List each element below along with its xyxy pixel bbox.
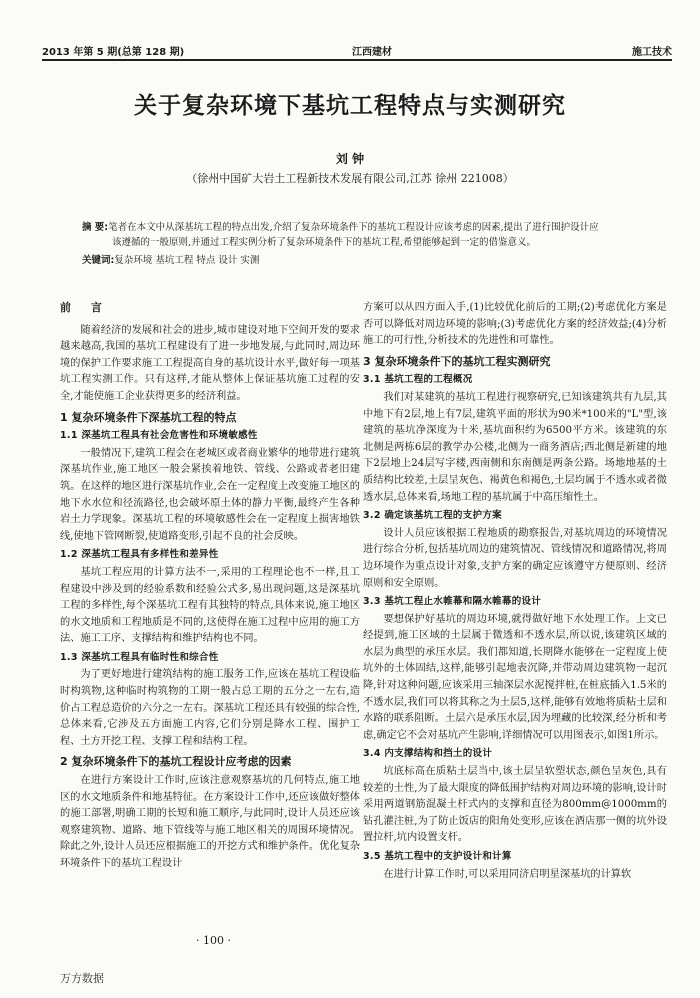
journal-name: 江西建材 — [352, 47, 392, 58]
section-1-1-paragraph: 一般情况下,建筑工程会在老城区或者商业繁华的地带进行建筑深基坑作业,施工地区一般会紧挨着地铁、管线、公路或者老旧建筑。在这样的地区进行深基坑作业,会在一定程度上改变施工地区的地下水水位和径流路径,也会破坏原土体的静力平衡,最终产生各种岩土力学现象。深基坑工程的环境敏感性会在一定程度上损害地铁线,使地下管网断裂,使道路变形,引起不良的社会反映。 — [60, 447, 360, 542]
author: 刘 钟 — [335, 152, 365, 166]
section-3-1-heading: 3.1 基坑工程的工程概况 — [363, 374, 473, 386]
section-name: 施工技术 — [632, 47, 672, 58]
section-3-3-heading: 3.3 基坑工程止水帷幕和隔水帷幕的设计 — [363, 596, 542, 608]
keywords — [82, 252, 642, 266]
running-header — [42, 40, 672, 60]
abstract-line-1: 笔者在本文中从深基坑工程的特点出发,介绍了复杂环境条件下的基坑工程设计应该考虑的因素,提出了进行围护设计应 — [108, 222, 599, 233]
issue-info: 2013 年第 5 期(总第 128 期) — [42, 47, 185, 58]
abstract — [82, 220, 642, 250]
foreword-heading: 前 言 — [60, 301, 110, 314]
section-3-1-paragraph: 我们对某建筑的基坑工程进行视察研究,已知该建筑共有九层,其中地下有2层,地上有7层,建筑平面的形状为90米*100米的"L"型,该建筑的基坑净深度为十米,基坑面积约为6500平方米。该建筑的东北侧是两栋6层的教学办公楼,北侧为一商务酒店;西北侧是新建的地下2层地上24层写字楼,西南侧和东南侧是两条公路。场地地基的土质结构比较差,土层呈灰色、褐黄色和褐色,土层均属于不透水或者微透水层,总体来看,场地工程的基坑属于中高压缩性土。 — [363, 391, 667, 503]
section-1-2-heading: 1.2 深基坑工程具有多样性和差异性 — [60, 549, 219, 561]
right-column — [363, 300, 667, 883]
abstract-label: 摘 要: — [82, 222, 109, 233]
section-3-5-heading: 3.5 基坑工程中的支护设计和计算 — [363, 851, 512, 862]
section-1-heading: 1 复杂环境条件下深基坑工程的特点 — [60, 410, 237, 424]
section-3-2-heading: 3.2 确定该基坑工程的支护方案 — [363, 510, 502, 522]
section-1-3-paragraph: 为了更好地进行建筑结构的施工服务工作,应该在基坑工程设临时构筑物,这种临时构筑物的工期一般占总工期的五分之一左右,造价占工程总造价的六分之一左右。深基坑工程还具有较强的综合性,总体来看,它涉及五方面施工内容,它们分别是降水工程、围护工程、土方开挖工程、支撑工程和结构工程。 — [60, 669, 360, 747]
keywords-label: 关键词: — [82, 255, 115, 266]
page-number: · 100 · — [196, 934, 231, 947]
section-1-3-heading: 1.3 深基坑工程具有临时性和综合性 — [60, 651, 219, 663]
article-title: 关于复杂环境下基坑工程特点与实测研究 — [134, 93, 566, 119]
left-column — [60, 300, 360, 873]
footer-source: 万方数据 — [60, 972, 104, 985]
section-1-1-heading: 1.1 深基坑工程具有社会危害性和环境敏感性 — [60, 430, 258, 442]
foreword-paragraph: 随着经济的发展和社会的进步,城市建设对地下空间开发的要求越来越高,我国的基坑工程建设有了进一步地发展,与此同时,周边环境的保护工作要求施工工程提高自身的基坑设计水平,做好每一项基坑工程实测工作。只有这样,才能从整体上保证基坑施工过程的安全,才能使施工企业获得更多的经济利益。 — [60, 324, 360, 402]
abstract-line-2: 该遵循的一般原则,并通过工程实例分析了复杂环境条件下的基坑工程,希望能够起到一定的借鉴意义。 — [112, 237, 537, 248]
section-2-heading: 2 复杂环境条件下的基坑工程设计应考虑的因素 — [60, 755, 292, 769]
continued-paragraph: 方案可以从四方面入手,(1)比较优化前后的工期;(2)考虑优化方案是否可以降低对周边环境的影响;(3)考虑优化方案的经济效益;(4)分析施工的可行性,分析技术的先进性和可靠性。 — [363, 302, 667, 347]
section-3-2-paragraph: 设计人员应该根据工程地质的勘察报告,对基坑周边的环境情况进行综合分析,包括基坑周边的建筑情况、管线情况和道路情况,将周边环境作为重点设计对象,支护方案的确定应该遵守方便原则、经济原则和安全原则。 — [363, 527, 667, 589]
section-3-5-paragraph: 在进行计算工作时,可以采用同济启明星深基坑的计算软 — [383, 868, 632, 880]
section-3-4-paragraph: 坑底标高在质粘土层当中,该土层呈软塑状态,颜色呈灰色,具有较差的土性,为了最大限度的降低围护结构对周边环境的影响,设计时采用两道钢筋混凝土杆式内的支撑和直径为800mm@1000mm的钻孔灌注桩,为了防止饭店的阳角处变形,应该在酒店那一侧的坑外设置拉杆,坑内设置支杆。 — [363, 766, 667, 844]
header-rule — [42, 59, 672, 61]
affiliation: （徐州中国矿大岩土工程新技术发展有限公司,江苏 徐州 221008） — [186, 172, 514, 185]
keywords-text: 复杂环境 基坑工程 特点 设计 实测 — [114, 255, 260, 266]
section-3-3-paragraph: 要想保护好基坑的周边环境,就得做好地下水处理工作。上文已经提到,施工区域的土层属于微透和不透水层,所以说,该建筑区域的水层为典型的承压水层。我们都知道,长期降水能够在一定程度上使坑外的土体固结,这样,能够引起地表沉降,并带动周边建筑物一起沉降,针对这种问题,应该采用三轴深层水泥搅拌桩,在桩底插入1.5米的不透水层,我们可以将其称之为土层5,这样,能够有效地将质粘土层和水路的联系阻断。土层六是承压水层,因为埋藏的比较深,经分析和考虑,确定它不会对基坑产生影响,详细情况可以用图表示,如图1所示。 — [363, 613, 667, 741]
section-3-heading: 3 复杂环境条件下的基坑工程实测研究 — [363, 354, 551, 368]
section-2-paragraph: 在进行方案设计工作时,应该注意观察基坑的几何特点,施工地区的水文地质条件和地基特征。在方案设计工作中,还应该做好整体的施工部署,明确工期的长短和施工顺序,与此同时,设计人员还应该观察建筑物、道路、地下管线等与施工地区相关的周围环境情况。除此之外,设计人员还应根据施工的开挖方式和维护条件。优化复杂环境条件下的基坑工程设计 — [60, 775, 360, 869]
section-3-4-heading: 3.4 内支撑结构和挡土的设计 — [363, 748, 493, 760]
section-1-2-paragraph: 基坑工程应用的计算方法不一,采用的工程理论也不一样,且工程建设中涉及到的经验系数和经验公式多,易出现问题,这是深基坑工程的多样性,每个深基坑工程有其独特的特点,具体来说,施工地区的水文地质和工程地质是不同的,这使得在施工过程中应用的施工方法、施工工序、支撑结构和维护结构也不同。 — [60, 566, 360, 645]
